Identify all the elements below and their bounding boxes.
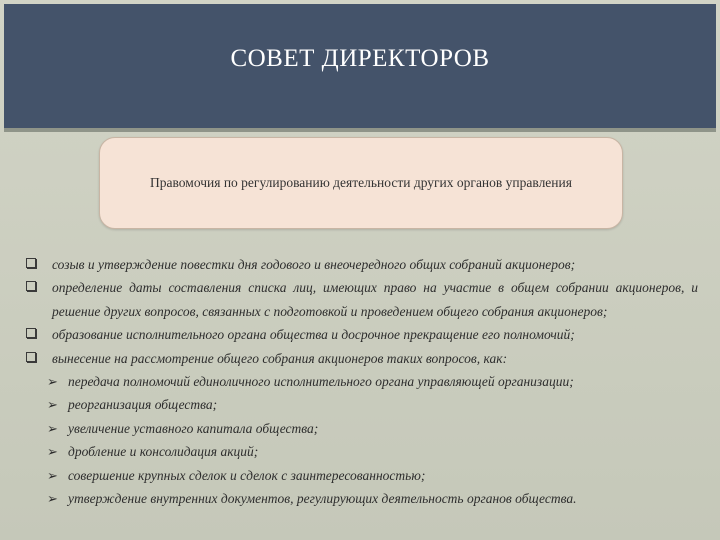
list-item <box>26 347 698 370</box>
arrow-bullet-icon: ➢ <box>47 444 58 460</box>
header-bar <box>4 4 716 132</box>
sub-item-text: утверждение внутренних документов, регулирующих деятельность органов общества. <box>68 491 577 507</box>
arrow-bullet-icon: ➢ <box>47 491 58 507</box>
list-item <box>26 253 698 276</box>
subtitle-box <box>99 137 623 229</box>
sub-list-item <box>26 417 698 440</box>
checkbox-bullet-icon <box>26 281 36 291</box>
checkbox-bullet-icon <box>26 258 36 268</box>
sub-item-text: передача полномочий единоличного исполнительного органа управляющей организации; <box>68 374 574 390</box>
list-item <box>26 276 698 323</box>
arrow-bullet-icon: ➢ <box>47 374 58 390</box>
arrow-bullet-icon: ➢ <box>47 467 58 483</box>
arrow-bullet-icon: ➢ <box>47 420 58 436</box>
sub-item-text: совершение крупных сделок и сделок с заинтересованностью; <box>68 467 426 483</box>
sub-list-item <box>26 464 698 487</box>
list-item-text: образование исполнительного органа общества и досрочное прекращение его полномочий; <box>52 327 575 343</box>
slide-title: СОВЕТ ДИРЕКТОРОВ <box>230 45 490 72</box>
sub-list-item <box>26 487 698 510</box>
list-item <box>26 323 698 346</box>
checkbox-bullet-icon <box>26 328 36 338</box>
checkbox-bullet-icon <box>26 352 36 362</box>
bullet-list <box>26 253 698 510</box>
subtitle-text: Правомочия по регулированию деятельности других органов управления <box>150 175 572 190</box>
arrow-bullet-icon: ➢ <box>47 397 58 413</box>
sub-list-item <box>26 370 698 393</box>
sub-item-text: увеличение уставного капитала общества; <box>68 420 319 436</box>
list-item-text: определение даты составления списка лиц, имеющих право на участие в общем собрании акционеров, и решение других вопросов, связанных с подготовкой и проведением общего собрания акционеров; <box>52 280 698 319</box>
sub-list-item <box>26 393 698 416</box>
sub-item-text: реорганизация общества; <box>68 397 218 413</box>
sub-list-item <box>26 440 698 463</box>
list-item-text: созыв и утверждение повестки дня годового и внеочередного общих собраний акционеров; <box>52 257 576 272</box>
list-item-text: вынесение на рассмотрение общего собрания акционеров таких вопросов, как: <box>52 350 508 366</box>
sub-item-text: дробление и консолидация акций; <box>68 444 259 460</box>
